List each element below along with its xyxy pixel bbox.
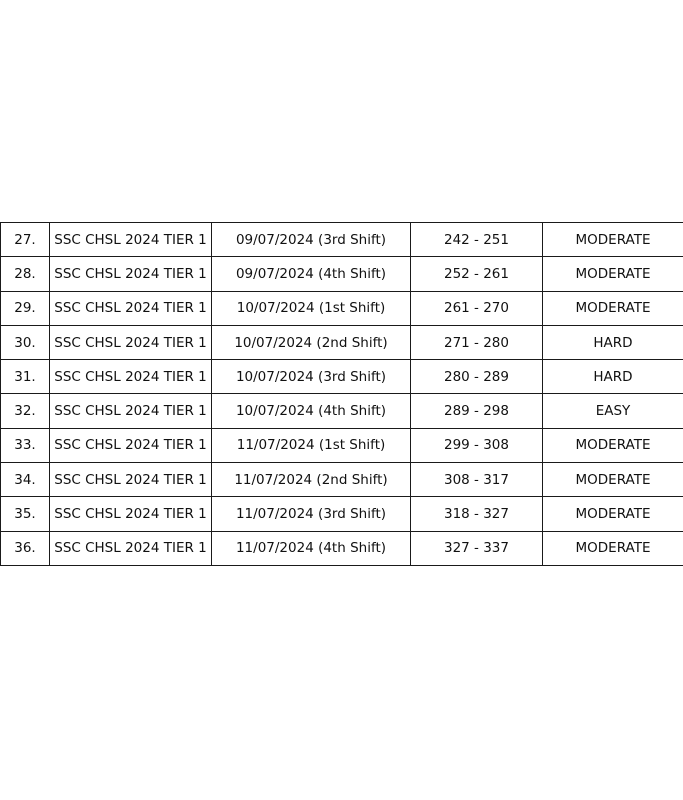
difficulty-level-cell: MODERATE: [543, 531, 683, 565]
exam-date-shift-cell: 10/07/2024 (2nd Shift): [212, 325, 411, 359]
table-body: [1, 223, 683, 566]
exam-name-cell: SSC CHSL 2024 TIER 1: [50, 531, 212, 565]
serial-number-cell: 36.: [1, 531, 50, 565]
difficulty-level-cell: EASY: [543, 394, 683, 428]
table-row: [1, 463, 683, 497]
score-range-cell: 327 - 337: [411, 531, 543, 565]
exam-name-cell: SSC CHSL 2024 TIER 1: [50, 428, 212, 462]
table-row: [1, 394, 683, 428]
table-row: [1, 223, 683, 257]
exam-name-cell: SSC CHSL 2024 TIER 1: [50, 257, 212, 291]
table-row: [1, 257, 683, 291]
score-range-cell: 280 - 289: [411, 360, 543, 394]
exam-name-cell: SSC CHSL 2024 TIER 1: [50, 394, 212, 428]
table-row: [1, 497, 683, 531]
exam-name-cell: SSC CHSL 2024 TIER 1: [50, 360, 212, 394]
table-row: [1, 428, 683, 462]
serial-number-cell: 32.: [1, 394, 50, 428]
exam-date-shift-cell: 10/07/2024 (3rd Shift): [212, 360, 411, 394]
shift-analysis-table: [0, 222, 683, 566]
serial-number-cell: 30.: [1, 325, 50, 359]
serial-number-cell: 34.: [1, 463, 50, 497]
score-range-cell: 299 - 308: [411, 428, 543, 462]
serial-number-cell: 33.: [1, 428, 50, 462]
exam-name-cell: SSC CHSL 2024 TIER 1: [50, 497, 212, 531]
exam-date-shift-cell: 11/07/2024 (4th Shift): [212, 531, 411, 565]
difficulty-level-cell: HARD: [543, 325, 683, 359]
table-row: [1, 291, 683, 325]
exam-date-shift-cell: 10/07/2024 (4th Shift): [212, 394, 411, 428]
score-range-cell: 271 - 280: [411, 325, 543, 359]
score-range-cell: 308 - 317: [411, 463, 543, 497]
difficulty-level-cell: MODERATE: [543, 257, 683, 291]
score-range-cell: 261 - 270: [411, 291, 543, 325]
exam-name-cell: SSC CHSL 2024 TIER 1: [50, 325, 212, 359]
table-row: [1, 360, 683, 394]
exam-date-shift-cell: 10/07/2024 (1st Shift): [212, 291, 411, 325]
score-range-cell: 318 - 327: [411, 497, 543, 531]
serial-number-cell: 31.: [1, 360, 50, 394]
difficulty-level-cell: MODERATE: [543, 291, 683, 325]
serial-number-cell: 35.: [1, 497, 50, 531]
exam-date-shift-cell: 11/07/2024 (2nd Shift): [212, 463, 411, 497]
difficulty-level-cell: MODERATE: [543, 428, 683, 462]
difficulty-level-cell: MODERATE: [543, 223, 683, 257]
score-range-cell: 289 - 298: [411, 394, 543, 428]
exam-name-cell: SSC CHSL 2024 TIER 1: [50, 463, 212, 497]
serial-number-cell: 27.: [1, 223, 50, 257]
exam-name-cell: SSC CHSL 2024 TIER 1: [50, 291, 212, 325]
table-row: [1, 325, 683, 359]
score-range-cell: 242 - 251: [411, 223, 543, 257]
exam-date-shift-cell: 09/07/2024 (3rd Shift): [212, 223, 411, 257]
exam-date-shift-cell: 09/07/2024 (4th Shift): [212, 257, 411, 291]
exam-date-shift-cell: 11/07/2024 (3rd Shift): [212, 497, 411, 531]
serial-number-cell: 29.: [1, 291, 50, 325]
difficulty-level-cell: MODERATE: [543, 463, 683, 497]
difficulty-level-cell: MODERATE: [543, 497, 683, 531]
score-range-cell: 252 - 261: [411, 257, 543, 291]
table-row: [1, 531, 683, 565]
serial-number-cell: 28.: [1, 257, 50, 291]
difficulty-level-cell: HARD: [543, 360, 683, 394]
exam-date-shift-cell: 11/07/2024 (1st Shift): [212, 428, 411, 462]
exam-name-cell: SSC CHSL 2024 TIER 1: [50, 223, 212, 257]
